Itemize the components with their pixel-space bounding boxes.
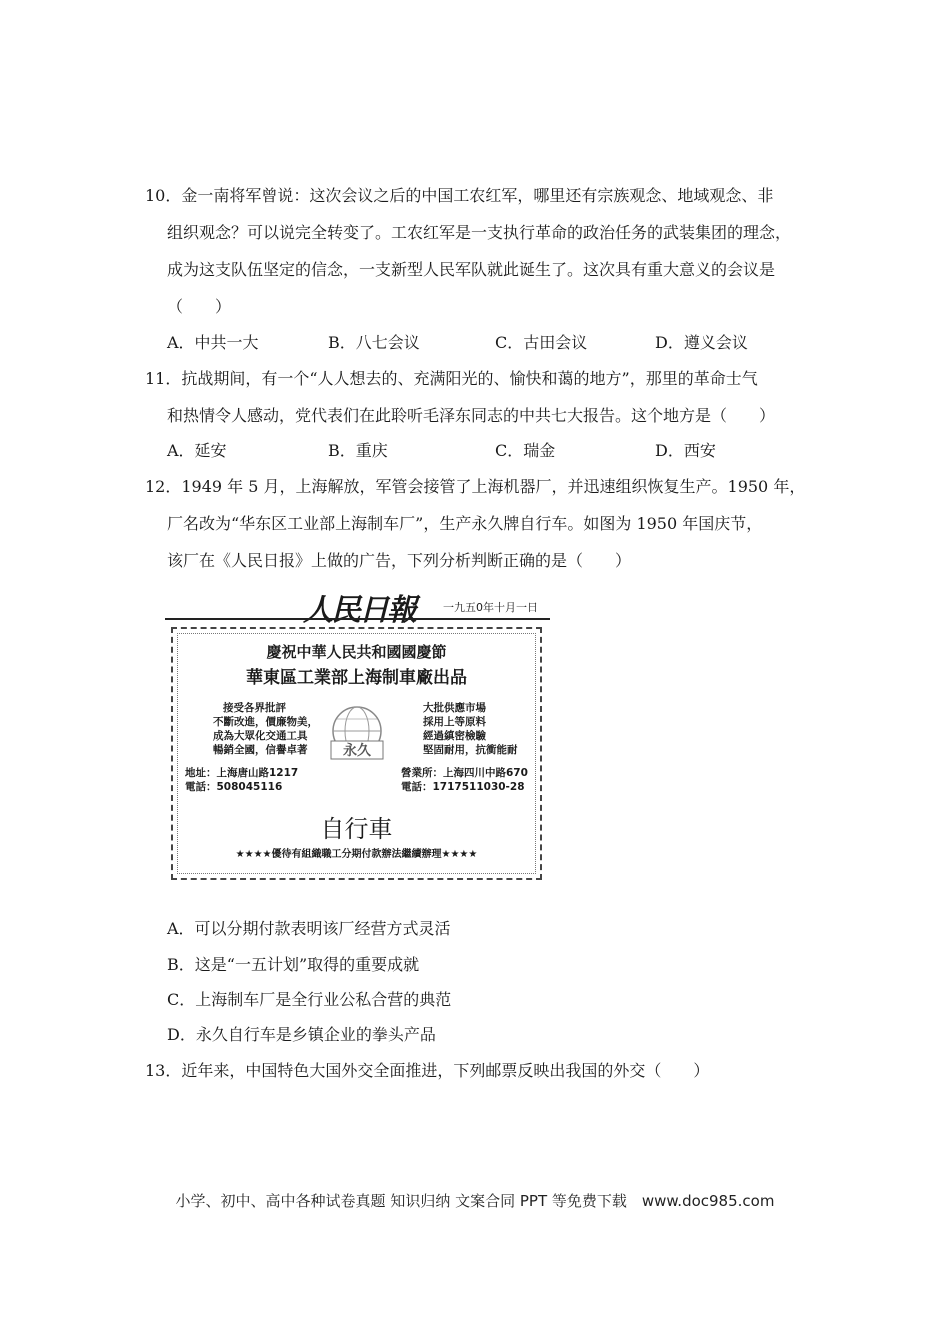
ad-right-line: 採用上等原料 [423, 716, 486, 728]
ad-title-2: 華東區工業部上海制車廠出品 [246, 668, 467, 688]
q11-option-b: B．重庆 [328, 441, 388, 460]
q11-stem-line-2: 和热情令人感动，党代表们在此聆听毛泽东同志的中共七大报告。这个地方是（ ） [167, 406, 776, 425]
q10-stem-line-2: 组织观念？可以说完全转变了。工农红军是一支执行革命的政治任务的武装集团的理念， [167, 223, 792, 242]
ad-address-left [185, 766, 298, 794]
ad-border [171, 627, 542, 880]
ad-left-line: 接受各界批評 [223, 702, 286, 714]
ad-address-line: 營業所：上海四川中路670 [401, 767, 528, 779]
ad-left-line: 不斷改進，價廉物美， [213, 716, 318, 728]
q10-stem-line-3: 成为这支队伍坚定的信念，一支新型人民军队就此诞生了。这次具有重大意义的会议是 [167, 260, 776, 279]
q11-option-d: D．西安 [655, 441, 716, 460]
newspaper-ad-figure [165, 585, 550, 885]
ad-phone-line: 電話：508045116 [185, 781, 283, 793]
q10-answer-blank: （ ） [167, 297, 232, 316]
masthead-rule [165, 618, 550, 620]
q11-stem-line-1: 11．抗战期间，有一个“人人想去的、充满阳光的、愉快和蔼的地方”，那里的革命士气 [145, 369, 758, 388]
q10-option-a: A．中共一大 [167, 333, 259, 352]
q12-stem-line-3: 该厂在《人民日报》上做的广告，下列分析判断正确的是（ ） [167, 551, 632, 570]
q10-stem-line-1: 10．金一南将军曾说：这次会议之后的中国工农红军，哪里还有宗族观念、地域观念、非 [145, 186, 774, 205]
ad-left-text [213, 701, 318, 757]
ad-right-text [423, 701, 518, 757]
ad-product-name: 自行車 [320, 815, 393, 843]
q13-stem-line-1: 13．近年来，中国特色大国外交全面推进，下列邮票反映出我国的外交（ ） [145, 1061, 710, 1080]
ad-title-1: 慶祝中華人民共和國國慶節 [266, 643, 447, 661]
newspaper-date: 一九五0年十月一日 [443, 601, 538, 614]
q12-option-c: C．上海制车厂是全行业公私合营的典范 [167, 990, 452, 1009]
ad-left-line: 暢銷全國，信譽卓著 [213, 744, 308, 756]
ad-right-line: 大批供應市場 [423, 702, 486, 714]
q12-stem-line-2: 厂名改为“华东区工业部上海制车厂”，生产永久牌自行车。如图为 1950 年国庆节， [167, 514, 763, 533]
ad-right-line: 經過縝密檢驗 [423, 730, 486, 742]
ad-right-line: 堅固耐用，抗衝能耐 [423, 744, 518, 756]
ad-phone-line: 電話：1717511030-28 [401, 781, 525, 793]
q12-option-a: A．可以分期付款表明该厂经营方式灵活 [167, 919, 451, 938]
q10-option-d: D．遵义会议 [655, 333, 748, 352]
q12-option-d: D．永久自行车是乡镇企业的拳头产品 [167, 1025, 436, 1044]
ad-slogan: ★★★★優待有組織職工分期付款辦法繼續辦理★★★★ [235, 849, 478, 860]
q11-option-a: A．延安 [167, 441, 227, 460]
q12-option-b: B．这是“一五计划”取得的重要成就 [167, 955, 420, 974]
logo-text: 永久 [343, 743, 371, 759]
page-footer: 小学、初中、高中各种试卷真题 知识归纳 文案合同 PPT 等免费下载 www.doc985.com [175, 1192, 775, 1210]
ad-address-right [401, 766, 528, 794]
ad-address-line: 地址：上海唐山路1217 [185, 767, 299, 779]
q10-option-c: C．古田会议 [495, 333, 588, 352]
ad-left-line: 成為大眾化交通工具 [213, 730, 308, 742]
newspaper-masthead: 人民日報 [303, 593, 415, 628]
q10-option-b: B．八七会议 [328, 333, 420, 352]
globe-logo-icon [321, 701, 393, 773]
q12-stem-line-1: 12．1949 年 5 月，上海解放，军管会接管了上海机器厂，并迅速组织恢复生产。1950 年， [145, 477, 806, 496]
q11-option-c: C．瑞金 [495, 441, 556, 460]
